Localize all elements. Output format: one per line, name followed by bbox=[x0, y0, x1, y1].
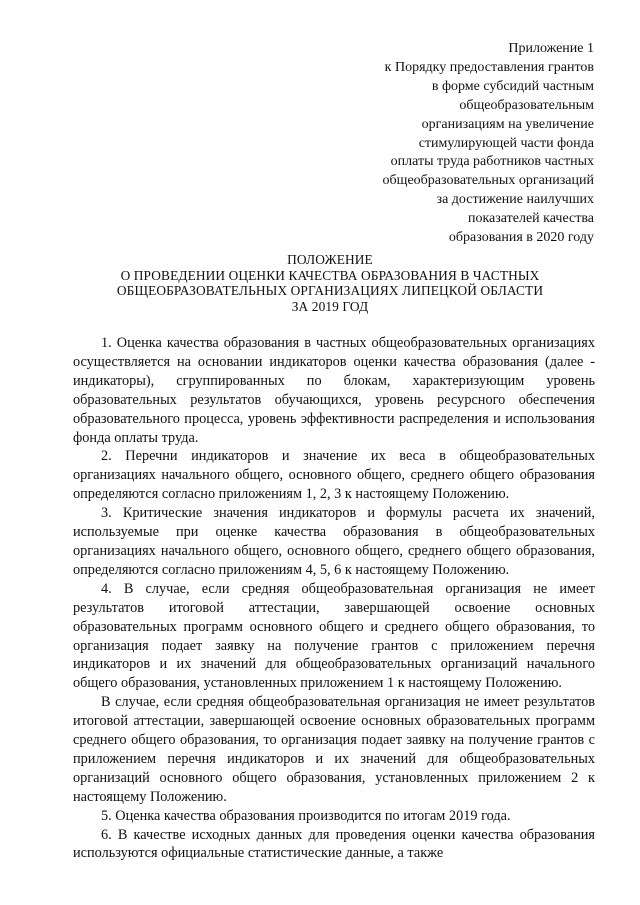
appendix-line: общеобразовательных организаций bbox=[382, 173, 594, 189]
appendix-line: к Порядку предоставления грантов bbox=[384, 59, 594, 75]
paragraph-3: 3. Критические значения индикаторов и формулы расчета их значений, используемые при оценке качества образования в общеобразовательных организациях начального общего, основного общего, среднего общего образования, определяются согласно приложениям 4, 5, 6 к настоящему Положению. bbox=[73, 505, 595, 578]
title-line: ПОЛОЖЕНИЕ bbox=[287, 252, 373, 267]
paragraph-6: 6. В качестве исходных данных для проведения оценки качества образования используются официальные статистические данные, а также bbox=[73, 826, 595, 862]
appendix-line: за достижение наилучших bbox=[436, 192, 594, 208]
paragraph-1: 1. Оценка качества образования в частных общеобразовательных организациях осуществляется на основании индикаторов оценки качества образования (далее - индикаторы), сгруппированных по блокам, характеризующим уровень образовательных результатов обучающихся, уровень ресурсного обеспечения образовательного процесса, уровень эффективности распределения и использования фонда оплаты труда. bbox=[73, 335, 595, 446]
appendix-line: образования в 2020 году bbox=[448, 230, 594, 246]
title-line: О ПРОВЕДЕНИИ ОЦЕНКИ КАЧЕСТВА ОБРАЗОВАНИЯ В ЧАСТНЫХ bbox=[120, 267, 540, 283]
document-title bbox=[70, 252, 590, 314]
title-line: ЗА 2019 ГОД bbox=[291, 298, 369, 314]
paragraph-4: 4. В случае, если средняя общеобразовательная организация не имеет результатов итоговой аттестации, завершающей освоение основных образовательных программ основного общего и среднего общего образования, то организация подает заявку на получение грантов с приложением перечня индикаторов и их значений для общеобразовательных организаций начального общего образования, установленных приложением 1 к настоящему Положению. bbox=[73, 580, 595, 692]
appendix-line: общеобразовательным bbox=[459, 97, 594, 113]
document-body bbox=[73, 334, 595, 863]
appendix-line: организациям на увеличение bbox=[421, 116, 594, 132]
paragraph-4-continued: В случае, если средняя общеобразовательная организация не имеет результатов итоговой аттестации, завершающей освоение основных образовательных программ среднего общего образования, то организация подает заявку на получение грантов с приложением перечня индикаторов и их значений для общеобразовательных организаций основного общего образования, установленных приложением 2 к настоящему Положению. bbox=[73, 694, 595, 805]
appendix-header bbox=[334, 40, 594, 248]
paragraph-2: 2. Перечни индикаторов и значение их веса в общеобразовательных организациях начального общего, основного общего, среднего общего образования определяются согласно приложениям 1, 2, 3 к настоящему Положению. bbox=[73, 448, 595, 503]
appendix-line: показателей качества bbox=[467, 211, 594, 227]
appendix-line: стимулирующей части фонда bbox=[418, 135, 594, 151]
paragraph-5: 5. Оценка качества образования производится по итогам 2019 года. bbox=[101, 807, 511, 824]
appendix-line: оплаты труда работников частных bbox=[390, 154, 594, 170]
appendix-line: Приложение 1 bbox=[508, 41, 594, 56]
appendix-line: в форме субсидий частным bbox=[431, 78, 594, 94]
title-line: ОБЩЕОБРАЗОВАТЕЛЬНЫХ ОРГАНИЗАЦИЯХ ЛИПЕЦКОЙ ОБЛАСТИ bbox=[116, 283, 544, 298]
